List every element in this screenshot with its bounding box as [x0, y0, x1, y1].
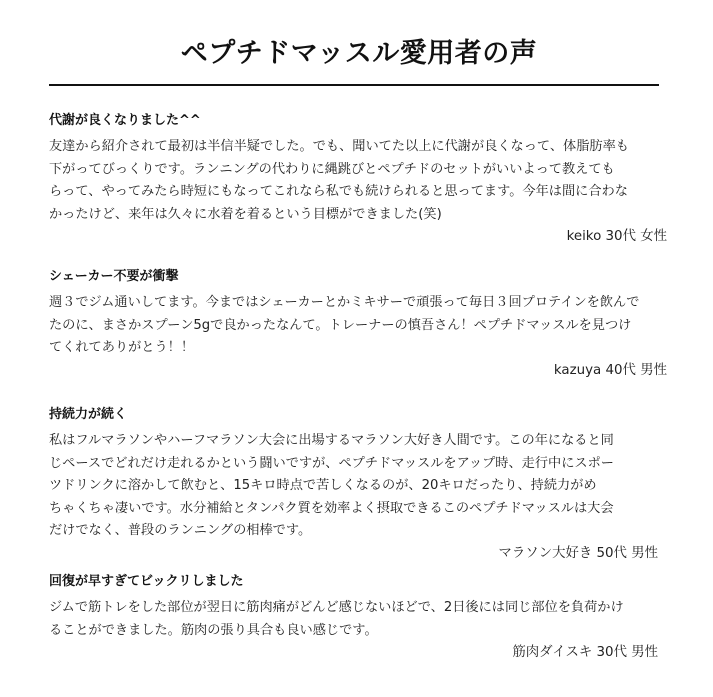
review-card: [49, 406, 669, 565]
review-author: kazuya 40代 男性: [553, 362, 667, 378]
review-author: マラソン大好き 50代 男性: [498, 545, 658, 561]
review-body: 週３でジム通いしてます。今まではシェーカーとかミキサーで頑張って毎日３回プロテインを飲んで たのに、まさかスプーン5gで良かったなんて。トレーナーの慎吾さん！ペプチドマッスルを見つけ てくれてありがとう！！: [49, 295, 640, 355]
page-title: ペプチドマッスル愛用者の声: [180, 38, 538, 69]
review-heading: 代謝が良くなりました^^: [49, 113, 201, 128]
review-heading: 持続力が続く: [49, 407, 128, 422]
review-body: 友達から紹介されて最初は半信半疑でした。でも、聞いてた以上に代謝が良くなって、体脂肪率も 下がってびっくりです。ランニングの代わりに縄跳びとペプチドのセットがいいよって教えても らって、やってみたら時短にもなってこれなら私でも続けられると思ってます。今年は間に合わな かったけど、来年は久々に水着を着るという目標ができました(笑): [49, 139, 629, 222]
review-heading: シェーカー不要が衝撃: [49, 269, 179, 284]
review-card: [49, 268, 669, 382]
title-divider: [49, 84, 659, 86]
review-card: [49, 112, 669, 248]
review-body: ジムで筋トレをした部位が翌日に筋肉痛がどんど感じないほどで、2日後には同じ部位を負荷かけ ることができました。筋肉の張り具合も良い感じです。: [49, 600, 624, 638]
review-body: 私はフルマラソンやハーフマラソン大会に出場するマラソン大好き人間です。この年になると同 じペースでどれだけ走れるかという闘いですが、ペプチドマッスルをアップ時、走行中にスポー ツドリンクに溶かして飲むと、15キロ時点で苦しくなるのが、20キロだったり、持続力がめ ちゃくちゃ凄いです。水分補給とタンパク質を効率よく摂取できるこのペプチドマッスルは大会 だけでなく、普段のランニングの相棒です。: [49, 433, 614, 538]
review-author: 筋肉ダイスキ 30代 男性: [512, 645, 658, 660]
review-card: [49, 573, 669, 664]
review-author: keiko 30代 女性: [566, 229, 667, 244]
review-heading: 回復が早すぎてビックリしました: [49, 574, 244, 589]
